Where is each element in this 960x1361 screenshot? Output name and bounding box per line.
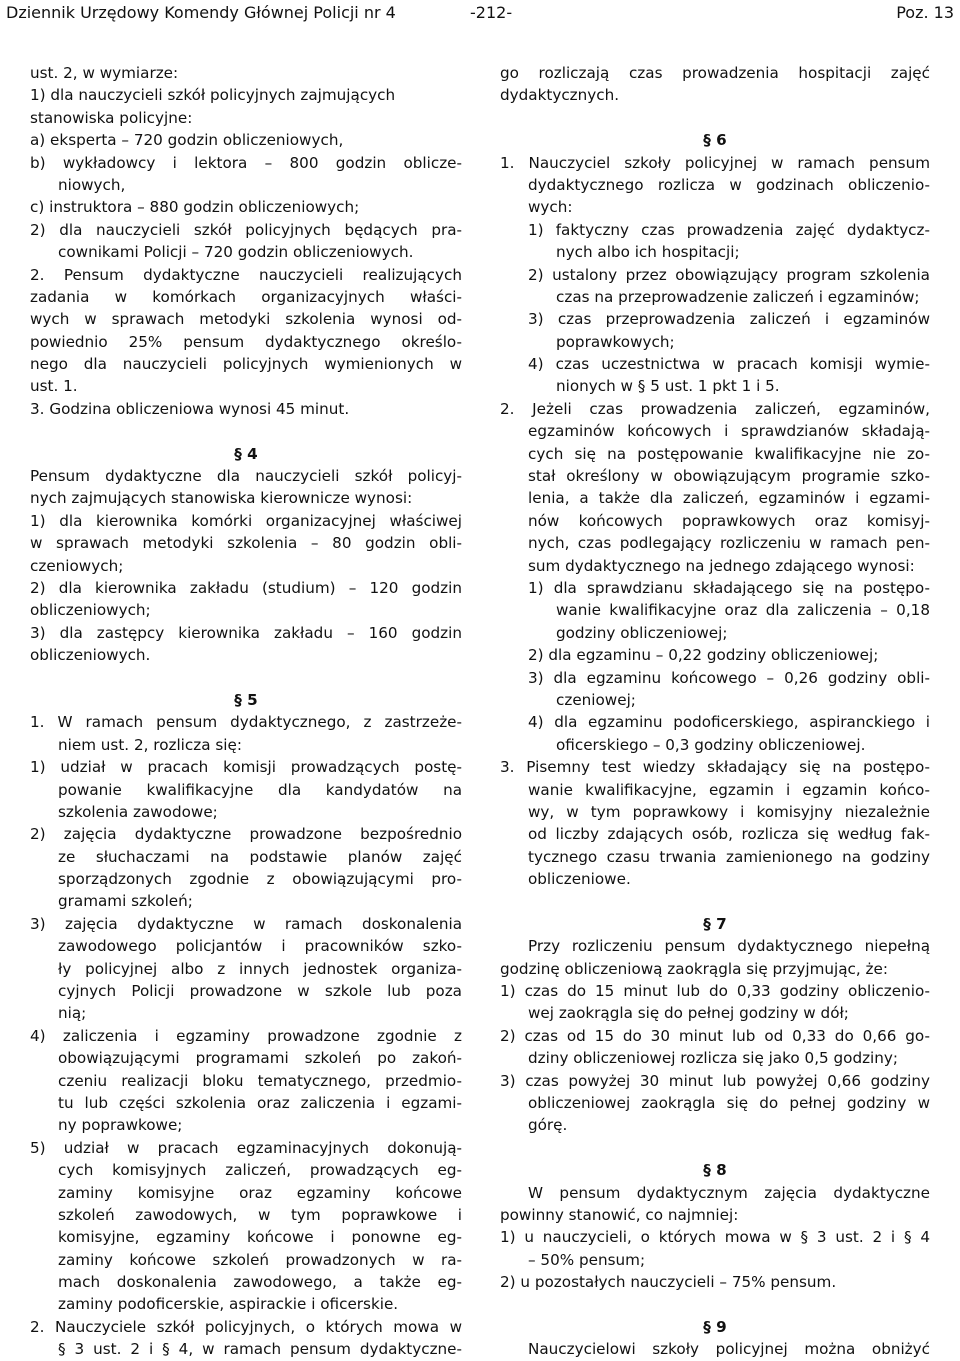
text-line: mach doskonalenia zawodowego, a także eg- — [58, 1273, 462, 1292]
text-line: 3) czas przeprowadzenia zaliczeń i egzaminów — [528, 310, 930, 329]
text-line: wy, w tym poprawkowy i komisyjny niezależnie — [528, 802, 930, 821]
text-line: poprawkowych; — [556, 332, 675, 351]
paragraph-spacer — [500, 890, 930, 912]
text-line: nego dla nauczycieli policyjnych wymienionych w — [30, 355, 462, 374]
text-line: ny poprawkowe; — [58, 1116, 183, 1135]
text-line: cownikami Policji – 720 godzin obliczeniowych. — [58, 243, 414, 262]
text-line: sporządzonych zgodnie z obowiązującymi pro- — [58, 870, 462, 889]
text-line: ust. 1. — [30, 377, 78, 396]
text-line: egzaminów końcowych i sprawdzianów składają- — [528, 422, 930, 441]
text-line: c) instruktora – 880 godzin obliczeniowych; — [30, 198, 360, 217]
text-line: godziny obliczeniowej; — [556, 623, 728, 642]
paragraph-spacer — [500, 1137, 930, 1159]
text-line: powiednio 25% pensum dydaktycznego określo- — [30, 332, 462, 351]
paragraph-spacer — [30, 420, 462, 442]
text-line: nią; — [58, 1004, 87, 1023]
text-line: nów końcowych poprawkowych oraz komisyj- — [528, 511, 930, 530]
text-line: 4) zaliczenia i egzaminy prowadzone zgodnie z — [30, 1026, 462, 1045]
text-line: niem ust. 2, rozlicza się: — [58, 735, 242, 754]
section-heading: § 5 — [234, 690, 258, 709]
text-line: 2. Nauczyciele szkół policyjnych, o których mowa w — [30, 1317, 462, 1336]
right-column — [500, 62, 930, 1361]
text-line: tu lub części szkolenia oraz zaliczenia i egzami- — [58, 1093, 462, 1112]
text-line: czas na przeprowadzenie zaliczeń i egzaminów; — [556, 287, 920, 306]
text-line: ze słuchaczami na podstawie planów zajęć — [58, 847, 462, 866]
text-line: górę. — [528, 1116, 568, 1135]
text-line: nionych w § 5 ust. 1 pkt 1 i 5. — [556, 377, 780, 396]
text-line: dydaktycznych. — [500, 86, 620, 105]
text-line: 2) u pozostałych nauczycieli – 75% pensum. — [500, 1273, 837, 1292]
text-line: 1) u nauczycieli, o których mowa w § 3 ust. 2 i § 4 — [500, 1228, 930, 1247]
text-line: 1) czas do 15 minut lub do 0,33 godziny obliczenio- — [500, 982, 930, 1001]
text-line: ły policyjnej albo z innych jednostek organiza- — [58, 959, 462, 978]
text-line: – 50% pensum; — [528, 1250, 646, 1269]
text-line: 3. Pisemny test wiedzy składający się na postępo- — [500, 758, 930, 777]
text-line: 2. Pensum dydaktyczne nauczycieli realizujących — [30, 265, 462, 284]
text-line: wanie kwalifikacyjne oraz dla zaliczenia – 0,18 — [556, 601, 930, 620]
text-line: nych albo ich hospitacji; — [556, 243, 740, 262]
text-line: go rozliczają czas prowadzenia hospitacji zajęć — [500, 64, 930, 82]
text-line: od liczby zdających osób, rozlicza się według fak- — [528, 825, 930, 844]
text-line: W pensum dydaktycznym zajęcia dydaktyczne — [528, 1183, 930, 1202]
text-line: 4) czas uczestnictwa w pracach komisji wymie- — [528, 355, 930, 374]
text-line: obliczeniowych. — [30, 646, 151, 665]
section-heading: § 6 — [703, 131, 727, 150]
text-line: 2. Jeżeli czas prowadzenia zaliczeń, egzaminów, — [500, 399, 930, 418]
text-line: zaminy podoficerskie, aspirackie i oficerskie. — [58, 1295, 399, 1314]
text-line: 1) faktyczny czas prowadzenia zajęć dydaktycz- — [528, 220, 930, 239]
text-line: dydaktycznego rozlicza w godzinach obliczenio- — [528, 175, 930, 194]
text-line: powinny stanowić, co najmniej: — [500, 1205, 739, 1224]
text-line: 3) czas powyżej 30 minut lub powyżej 0,66 godziny — [500, 1071, 930, 1090]
text-line: § 3 ust. 2 i § 4, w ramach pensum dydaktyczne- — [58, 1340, 462, 1359]
text-line: 3) dla egzaminu końcowego – 0,26 godziny obli- — [528, 668, 930, 687]
section-heading: § 8 — [703, 1161, 727, 1180]
section-heading: § 4 — [234, 444, 258, 463]
page-number: -212- — [470, 3, 513, 22]
text-line: stanowiska policyjne: — [30, 108, 193, 127]
journal-title: Dziennik Urzędowy Komendy Głównej Policji nr 4 — [6, 3, 396, 22]
text-line: 2) czas od 15 do 30 minut lub od 0,33 do 0,66 go- — [500, 1026, 930, 1045]
text-line: 2) zajęcia dydaktyczne prowadzone bezpośrednio — [30, 825, 462, 844]
section-heading: § 9 — [703, 1317, 727, 1336]
text-line: stał określony w obowiązującym programie szko- — [528, 467, 930, 486]
text-line: 3. Godzina obliczeniowa wynosi 45 minut. — [30, 399, 350, 418]
text-line: Pensum dydaktyczne dla nauczycieli szkół policyj- — [30, 467, 462, 486]
text-line: 3) zajęcia dydaktyczne w ramach doskonalenia — [30, 914, 462, 933]
text-line: niowych, — [58, 175, 126, 194]
text-line: cych komisyjnych zaliczeń, prowadzących eg- — [58, 1161, 462, 1180]
text-line: zadania w komórkach organizacyjnych właści- — [30, 287, 462, 306]
text-line: nych zajmujących stanowiska kierownicze wynosi: — [30, 489, 413, 508]
text-line: obliczeniowe. — [528, 870, 631, 889]
page-header — [0, 0, 960, 26]
text-line: Przy rozliczeniu pensum dydaktycznego niepełną — [528, 937, 930, 956]
section-heading: § 7 — [703, 914, 727, 933]
text-line: gramami szkoleń; — [58, 892, 193, 911]
text-line: 1) dla nauczycieli szkół policyjnych zajmujących — [30, 86, 396, 105]
text-line: 2) dla kierownika zakładu (studium) – 120 godzin — [30, 578, 462, 597]
text-line: szkolenia zawodowe; — [58, 802, 218, 821]
text-line: 1) udział w pracach komisji prowadzących postę- — [30, 758, 462, 777]
text-line: 5) udział w pracach egzaminacyjnych dokonują- — [30, 1138, 462, 1157]
text-line: sum dydaktycznego na jednego zdającego wynosi: — [528, 556, 915, 575]
text-line: wej zaokrągla się do pełnej godziny w dół; — [528, 1004, 849, 1023]
text-line: wych w sprawach metodyki szkolenia wynosi od- — [30, 310, 462, 329]
left-column — [30, 62, 462, 1361]
text-line: oficerskiego – 0,3 godziny obliczeniowej. — [556, 735, 866, 754]
text-line: czeniu realizacji bloku tematycznego, przedmio- — [58, 1071, 462, 1090]
text-line: czeniowej; — [556, 690, 636, 709]
text-line: cyjnych Policji prowadzone w szkole lub poza — [58, 982, 462, 1001]
text-line: 1) dla kierownika komórki organizacyjnej właściwej — [30, 511, 462, 530]
text-line: komisyjne, egzaminy końcowe i ponowne eg- — [58, 1228, 462, 1247]
text-line: ust. 2, w wymiarze: — [30, 64, 179, 82]
text-line: obliczeniowej zaokrągla się do pełnej godziny w — [528, 1093, 930, 1112]
text-line: obowiązującymi programami szkoleń po zakoń- — [58, 1049, 462, 1068]
text-line: 1) dla sprawdzianu składającego się na postępo- — [528, 578, 930, 597]
text-line: obliczeniowych; — [30, 601, 151, 620]
text-line: czeniowych; — [30, 556, 124, 575]
text-line: Nauczycielowi szkoły policyjnej można obniżyć — [528, 1340, 930, 1359]
text-line: 2) ustalony przez obowiązujący program szkolenia — [528, 265, 930, 284]
paragraph-spacer — [500, 107, 930, 129]
text-line: 4) dla egzaminu podoficerskiego, aspiranckiego i — [528, 713, 930, 732]
text-line: 2) dla nauczycieli szkół policyjnych będących pra- — [30, 220, 462, 239]
text-line: zaminy końcowe szkoleń prowadzonych w ra- — [58, 1250, 462, 1269]
text-line: dziny obliczeniowej rozlicza się jako 0,5 godziny; — [528, 1049, 899, 1068]
paragraph-spacer — [500, 1293, 930, 1315]
text-line: cych się na postępowanie kwalifikacyjne nie zo- — [528, 444, 930, 463]
text-line: szkoleń zawodowych, w tym poprawkowe i — [58, 1205, 462, 1224]
paragraph-spacer — [30, 667, 462, 689]
text-line: a) eksperta – 720 godzin obliczeniowych, — [30, 131, 344, 150]
text-line: 3) dla zastępcy kierownika zakładu – 160 godzin — [30, 623, 462, 642]
text-line: w sprawach metodyki szkolenia – 80 godzin obli- — [30, 534, 462, 553]
text-line: powanie kwalifikacyjne dla kandydatów na — [58, 780, 462, 799]
position-number: Poz. 13 — [896, 3, 954, 22]
text-line: 2) dla egzaminu – 0,22 godziny obliczeniowej; — [528, 646, 879, 665]
text-line: godzinę obliczeniową zaokrągla się przyjmując, że: — [500, 959, 888, 978]
text-line: tycznego czasu trwania zamienionego na godziny — [528, 847, 930, 866]
text-line: wych: — [528, 198, 573, 217]
text-line: 1. W ramach pensum dydaktycznego, z zastrzeże- — [30, 713, 462, 732]
text-line: zawodowego policjantów i pracowników szko- — [58, 937, 462, 956]
text-line: wanie kwalifikacyjne, egzamin i egzamin końco- — [528, 780, 930, 799]
text-line: b) wykładowcy i lektora – 800 godzin oblicze- — [30, 153, 462, 172]
text-line: 1. Nauczyciel szkoły policyjnej w ramach pensum — [500, 153, 930, 172]
text-line: nych, czas podlegający rozliczeniu w ramach pen- — [528, 534, 930, 553]
text-line: zaminy komisyjne oraz egzaminy końcowe — [58, 1183, 462, 1202]
text-line: lenia, a także dla zaliczeń, egzaminów i egzami- — [528, 489, 930, 508]
